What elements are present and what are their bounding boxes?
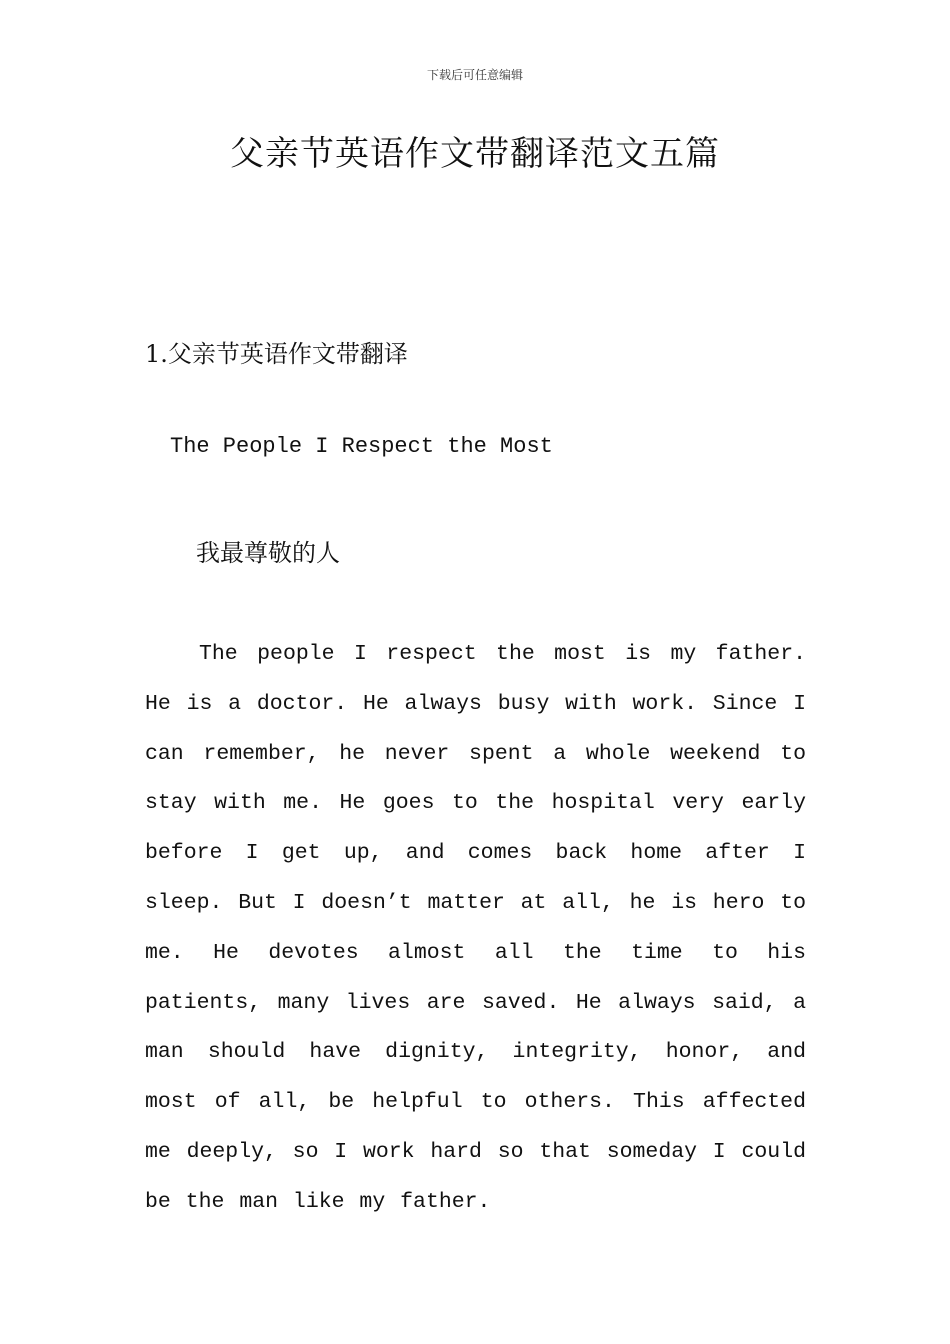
header-note: 下载后可任意编辑 [426,68,523,82]
english-essay-title: The People I Respect the Most [170,434,553,459]
document-title: 父亲节英语作文带翻译范文五篇 [230,134,720,174]
essay-paragraph: The people I respect the most is my father. He is a doctor. He always busy with work. Since I can remember, he never spent a whole weekend to stay with me. He goes to the hospital very early before I get up, and comes back home after I sleep. But I doesn’t matter at all, he is hero to me. He devotes almost all the time to his patients, many lives are saved. He always said, a man should have dignity, integrity, honor, and most of all, be helpful to others. This affected me deeply, so I work hard so that someday I could be the man like my father. [145,642,806,1214]
section-heading: 1.父亲节英语作文带翻译 [145,340,408,368]
chinese-essay-title: 我最尊敬的人 [196,539,340,567]
